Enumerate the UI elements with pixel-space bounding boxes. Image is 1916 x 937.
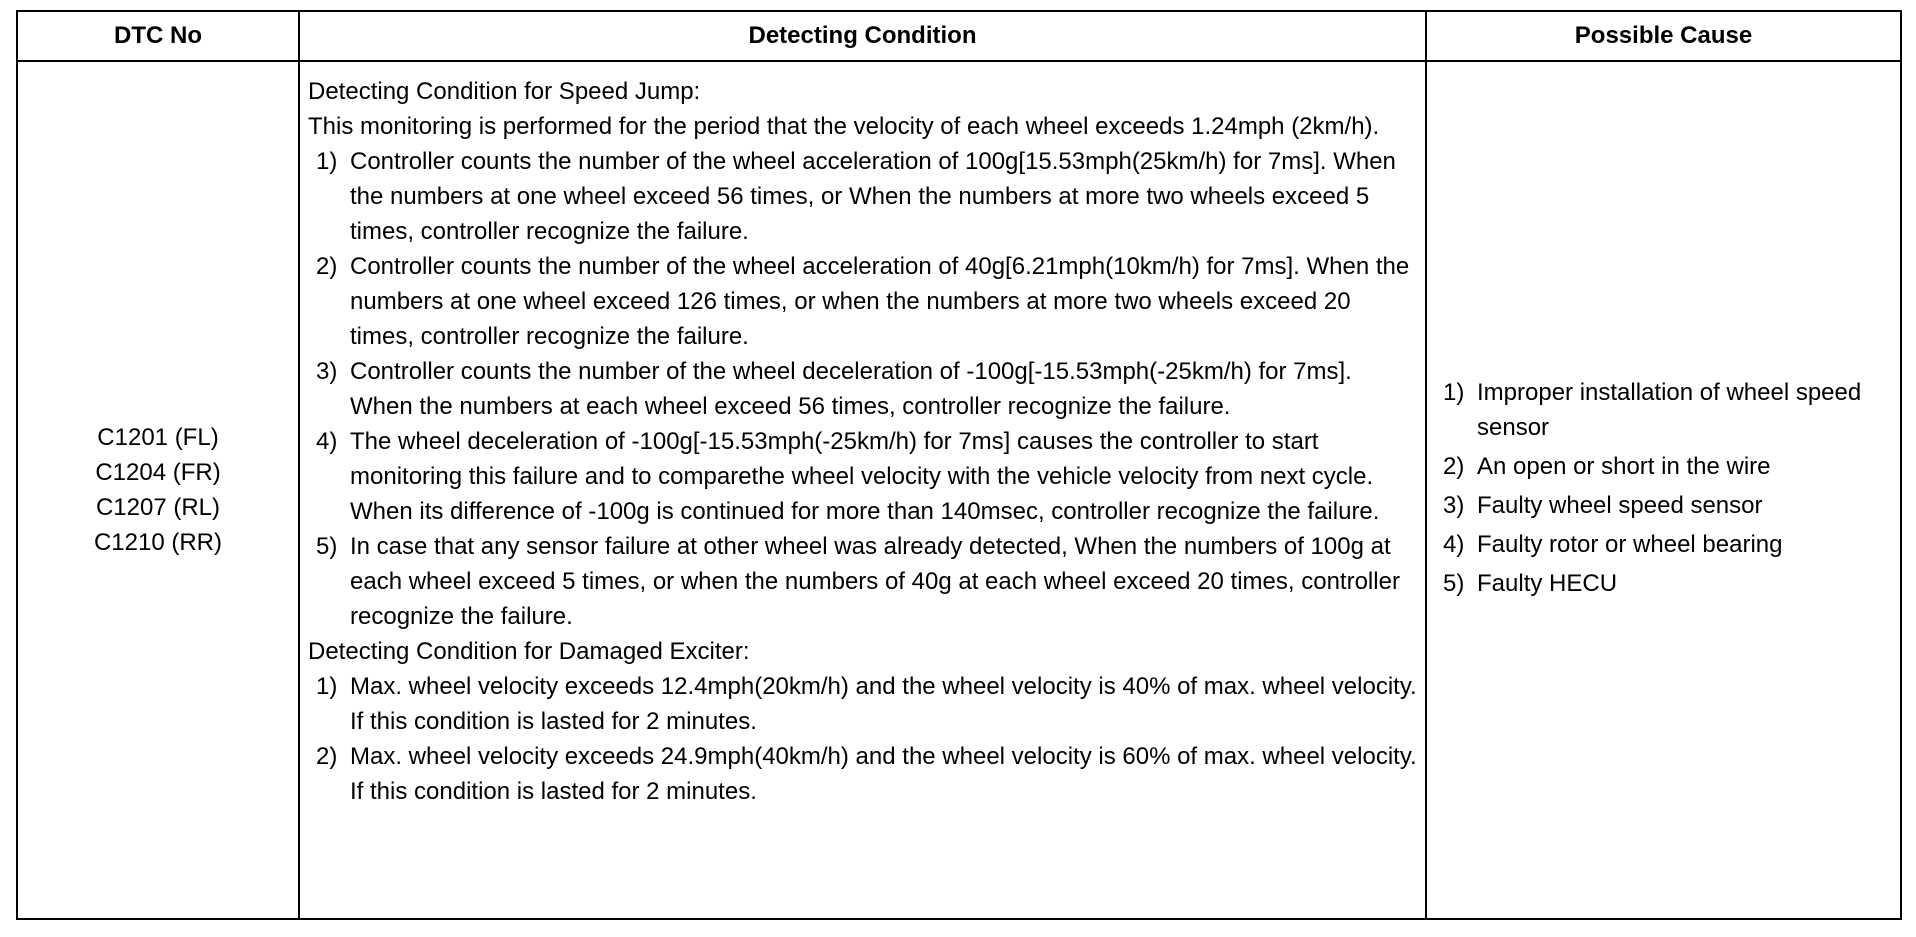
dtc-code: C1201 (FL) xyxy=(97,424,219,451)
list-item xyxy=(310,739,1417,809)
list-item-number: 5) xyxy=(316,533,338,560)
list-item-text: Improper installation of wheel speed sensor xyxy=(1477,379,1862,441)
header-row xyxy=(17,11,1901,61)
list-item xyxy=(310,354,1417,424)
list-item-number: 4) xyxy=(1443,531,1465,558)
list-item-text: Max. wheel velocity exceeds 24.9mph(40km/h) and the wheel velocity is 60% of max. wheel velocity. If this condition is lasted for 2 minutes. xyxy=(350,743,1417,805)
list-item xyxy=(1443,488,1892,523)
list-item xyxy=(1443,566,1892,601)
speed-jump-heading: Detecting Condition for Speed Jump: xyxy=(308,78,701,105)
list-item-text: An open or short in the wire xyxy=(1477,453,1771,480)
dtc-code: C1207 (RL) xyxy=(95,494,221,521)
list-item-text: Faulty rotor or wheel bearing xyxy=(1477,531,1783,558)
list-item xyxy=(1443,527,1892,562)
list-item-number: 1) xyxy=(316,148,338,175)
list-item-number: 3) xyxy=(1443,492,1465,519)
list-item-text: In case that any sensor failure at other wheel was already detected, When the numbers of 100g at each wheel exceed 5 times, or when the numbers of 40g at each wheel exceed 20 times, controller recognize the failure. xyxy=(350,533,1400,630)
list-item xyxy=(310,669,1417,739)
list-item-text: The wheel deceleration of -100g[-15.53mph(-25km/h) for 7ms] causes the controller to start monitoring this failure and to comparethe wheel velocity with the vehicle velocity from next cycle. When its difference of -100g is continued for more than 140msec, controller recognize the failure. xyxy=(350,428,1380,525)
list-item xyxy=(1443,449,1892,484)
table-row xyxy=(17,61,1901,919)
list-item-number: 2) xyxy=(316,253,338,280)
dtc-code: C1210 (RR) xyxy=(93,529,223,556)
speed-jump-list xyxy=(308,144,1417,634)
damaged-exciter-list xyxy=(308,669,1417,809)
list-item xyxy=(310,424,1417,529)
header-detecting-condition: Detecting Condition xyxy=(299,11,1426,61)
dtc-table xyxy=(16,10,1902,920)
dtc-codes-cell xyxy=(17,61,299,919)
list-item-text: Controller counts the number of the wheel acceleration of 100g[15.53mph(25km/h) for 7ms]. When the numbers at one wheel exceed 56 times, or When the numbers at more two wheels exceed 5 times, controller recognize the failure. xyxy=(350,148,1396,245)
header-possible-cause: Possible Cause xyxy=(1426,11,1901,61)
list-item-number: 2) xyxy=(316,743,338,770)
list-item-number: 3) xyxy=(316,358,338,385)
list-item-text: Faulty wheel speed sensor xyxy=(1477,492,1763,519)
list-item-text: Controller counts the number of the wheel acceleration of 40g[6.21mph(10km/h) for 7ms]. When the numbers at one wheel exceed 126 times, or when the numbers at more two wheels exceed 20 times, controller recognize the failure. xyxy=(350,253,1410,350)
list-item xyxy=(310,249,1417,354)
list-item xyxy=(310,529,1417,634)
header-dtc-no: DTC No xyxy=(17,11,299,61)
list-item-text: Faulty HECU xyxy=(1477,570,1618,597)
possible-cause-list xyxy=(1443,375,1892,601)
list-item-number: 2) xyxy=(1443,453,1465,480)
list-item-text: Max. wheel velocity exceeds 12.4mph(20km/h) and the wheel velocity is 40% of max. wheel velocity. If this condition is lasted for 2 minutes. xyxy=(350,673,1417,735)
speed-jump-intro: This monitoring is performed for the period that the velocity of each wheel exceeds 1.24mph (2km/h). xyxy=(308,113,1380,140)
detecting-condition-cell xyxy=(299,61,1426,919)
possible-cause-cell xyxy=(1426,61,1901,919)
list-item xyxy=(310,144,1417,249)
list-item-text: Controller counts the number of the wheel deceleration of -100g[-15.53mph(-25km/h) for 7ms]. When the numbers at each wheel exceed 56 times, controller recognize the failure. xyxy=(350,358,1352,420)
list-item-number: 1) xyxy=(316,673,338,700)
list-item xyxy=(1443,375,1892,445)
list-item-number: 4) xyxy=(316,428,338,455)
list-item-number: 1) xyxy=(1443,379,1465,406)
damaged-exciter-heading: Detecting Condition for Damaged Exciter: xyxy=(308,638,750,665)
list-item-number: 5) xyxy=(1443,570,1465,597)
dtc-code: C1204 (FR) xyxy=(95,459,221,486)
